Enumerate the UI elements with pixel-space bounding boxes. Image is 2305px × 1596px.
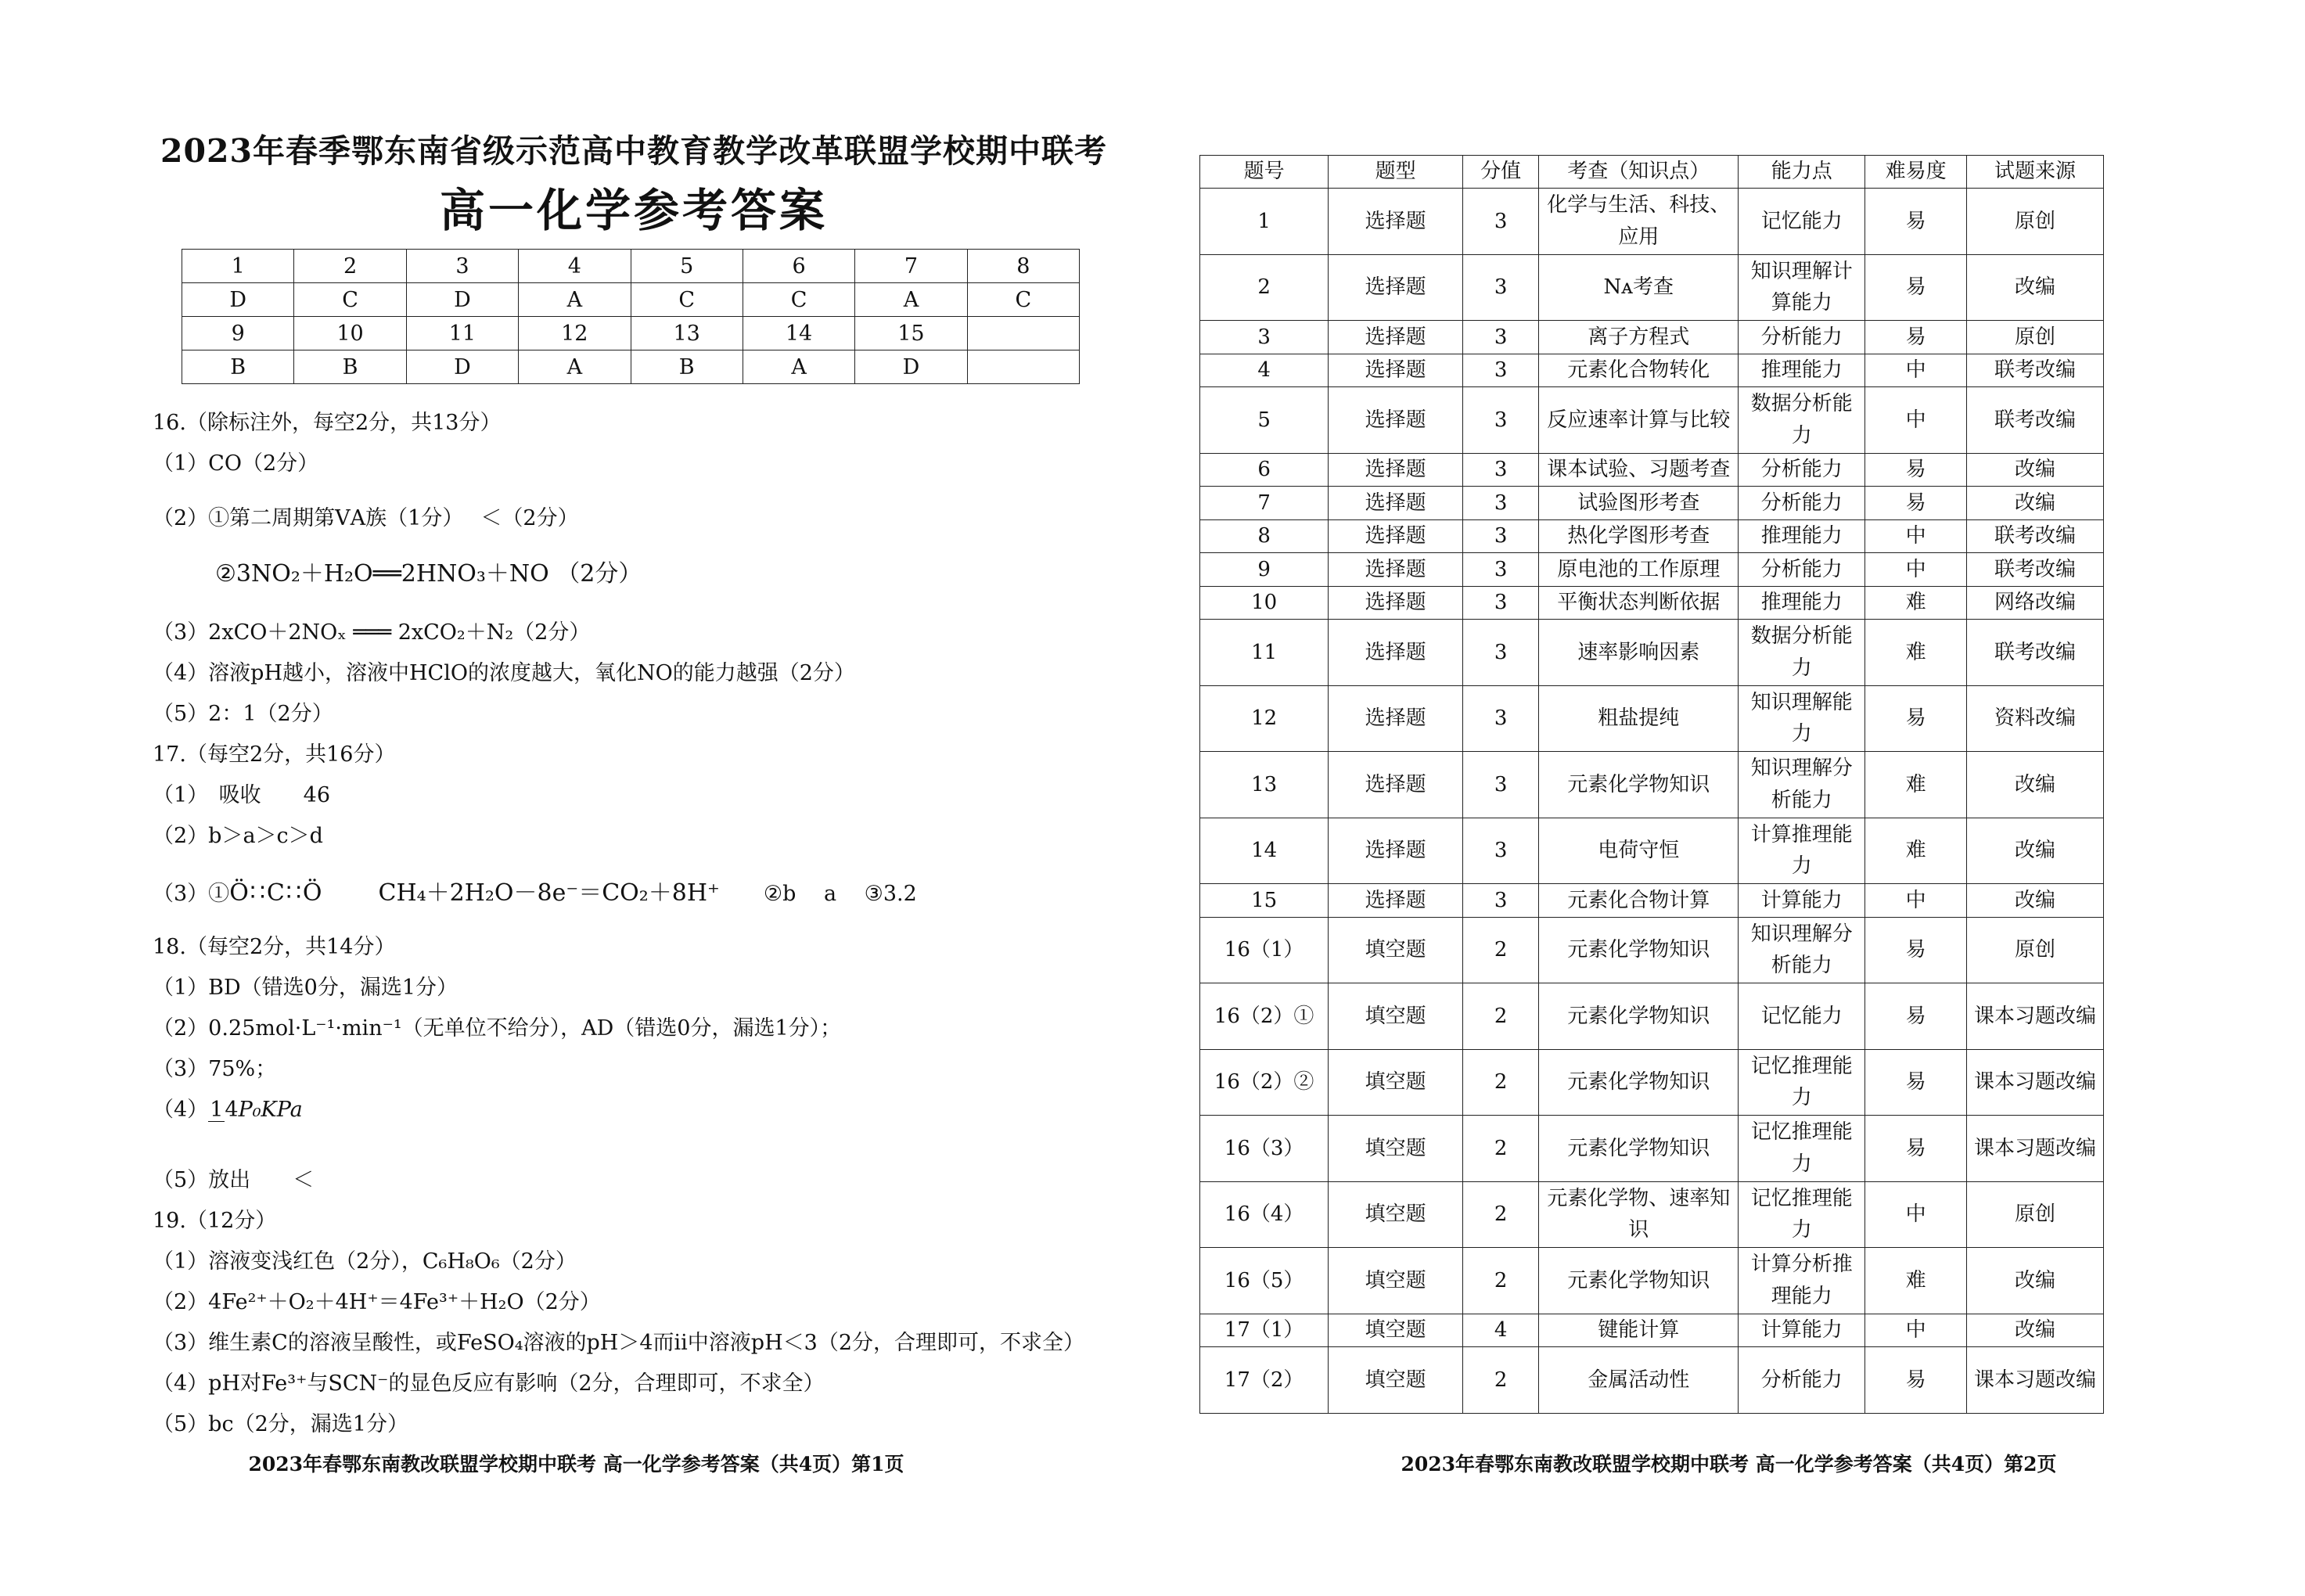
table-row [1200,752,2104,818]
table-cell: 易 [1865,1347,1967,1414]
table-cell: 易 [1865,487,1967,520]
q17-1: （1） 吸收 46 [153,783,331,807]
table-cell: 15 [1200,884,1329,918]
answer-cell: 10 [294,317,406,350]
table-cell: 难 [1865,752,1967,818]
answer-cell: 15 [855,317,967,350]
column-header: 能力点 [1739,156,1865,189]
answer-cell: 14 [743,317,854,350]
table-cell: 反应速率计算与比较 [1539,387,1739,454]
table-cell: 3 [1463,519,1539,553]
table-cell: 改编 [1966,818,2103,884]
table-cell: 3 [1463,321,1539,354]
table-row [1200,254,2104,321]
table-cell: 2 [1463,1116,1539,1182]
table-cell: 元素化学物、速率知识 [1539,1181,1739,1248]
table-cell: 2 [1463,1181,1539,1248]
q18-2: （2）0.25mol·L⁻¹·min⁻¹（无单位不给分），AD（错选0分，漏选1分）； [153,1016,842,1041]
table-row [1200,818,2104,884]
table-cell: 中 [1865,884,1967,918]
table-cell: 改编 [1966,1314,2103,1347]
q17-3 [153,873,917,908]
table-cell: 易 [1865,983,1967,1050]
q16-heading: 16.（除标注外，每空2分，共13分） [153,411,502,435]
table-cell: 16（1） [1200,917,1329,983]
table-cell: 原创 [1966,917,2103,983]
table-cell: 3 [1463,387,1539,454]
table-cell: 数据分析能力 [1739,387,1865,454]
table-cell: 金属活动性 [1539,1347,1739,1414]
table-cell: 记忆推理能力 [1739,1116,1865,1182]
answer-cell: 4 [519,250,631,283]
table-cell: 易 [1865,1116,1967,1182]
answer-cell: D [406,350,518,384]
column-header: 难易度 [1865,156,1967,189]
table-row [1200,354,2104,387]
table-cell: 3 [1463,685,1539,752]
table-cell: 推理能力 [1739,519,1865,553]
table-cell: 12 [1200,685,1329,752]
table-cell: 3 [1463,818,1539,884]
table-cell: 选择题 [1329,487,1463,520]
table-cell: 填空题 [1329,917,1463,983]
table-row [1200,189,2104,255]
table-cell: 3 [1463,553,1539,587]
table-cell: 中 [1865,354,1967,387]
answer-cell: 6 [743,250,854,283]
table-cell: Nᴀ考查 [1539,254,1739,321]
table-cell: 选择题 [1329,685,1463,752]
table-cell: 分析能力 [1739,321,1865,354]
table-cell: 3 [1200,321,1329,354]
table-cell: 联考改编 [1966,387,2103,454]
table-cell: 元素化合物转化 [1539,354,1739,387]
table-header-row [1200,156,2104,189]
table-cell: 选择题 [1329,354,1463,387]
answer-cell: D [182,283,294,317]
answer-cell: 1 [182,250,294,283]
fraction-denominator: 4 [225,1097,239,1122]
table-cell: 中 [1865,519,1967,553]
table-cell: 课本习题改编 [1966,1347,2103,1414]
table-cell: 填空题 [1329,1314,1463,1347]
answer-cell: B [294,350,406,384]
choice-answer-table [182,249,1080,384]
table-row [1200,321,2104,354]
answer-cell: C [743,283,854,317]
answer-cell: A [519,283,631,317]
table-cell: 联考改编 [1966,354,2103,387]
table-cell: 改编 [1966,254,2103,321]
table-row [1200,983,2104,1050]
column-header: 分值 [1463,156,1539,189]
table-cell: 粗盐提纯 [1539,685,1739,752]
q16-1: （1）CO（2分） [153,451,319,476]
table-row [1200,685,2104,752]
q17-3-equation: CH₄＋2H₂O－8e⁻＝CO₂＋8H⁺ [378,879,720,907]
table-cell: 选择题 [1329,752,1463,818]
table-cell: 3 [1463,620,1539,686]
table-cell: 16（3） [1200,1116,1329,1182]
table-cell: 16（2）② [1200,1049,1329,1116]
table-row [1200,917,2104,983]
table-cell: 中 [1865,387,1967,454]
table-cell: 知识理解分析能力 [1739,917,1865,983]
page-footer-1: 2023年春鄂东南教改联盟学校期中联考 高一化学参考答案（共4页）第1页 [248,1453,904,1476]
answer-cell: A [743,350,854,384]
answer-cell: C [294,283,406,317]
table-cell: 联考改编 [1966,553,2103,587]
table-cell: 离子方程式 [1539,321,1739,354]
table-cell: 8 [1200,519,1329,553]
table-cell: 元素化学物知识 [1539,1116,1739,1182]
q18-1: （1）BD（错选0分，漏选1分） [153,976,458,1000]
q18-4-suffix: P₀KPa [238,1098,303,1122]
table-row [1200,586,2104,620]
table-cell: 3 [1463,884,1539,918]
table-cell: 数据分析能力 [1739,620,1865,686]
table-row [1200,1347,2104,1414]
table-cell: 元素化学物知识 [1539,917,1739,983]
answer-cell: 12 [519,317,631,350]
electron-formula: Ö∷C∷Ö [229,879,324,907]
table-cell: 10 [1200,586,1329,620]
table-cell: 16（4） [1200,1181,1329,1248]
q18-3: （3）75%； [153,1057,277,1081]
table-cell: 14 [1200,818,1329,884]
answer-cell [967,317,1079,350]
table-cell: 易 [1865,321,1967,354]
q18-heading: 18.（每空2分，共14分） [153,935,396,959]
answer-cell: B [182,350,294,384]
table-cell: 填空题 [1329,1347,1463,1414]
table-cell: 11 [1200,620,1329,686]
table-cell: 填空题 [1329,1049,1463,1116]
table-cell: 填空题 [1329,1181,1463,1248]
answer-cell: 13 [631,317,743,350]
table-cell: 热化学图形考查 [1539,519,1739,553]
q16-5: （5）2：1（2分） [153,702,333,726]
table-cell: 计算能力 [1739,1314,1865,1347]
page-footer-2: 2023年春鄂东南教改联盟学校期中联考 高一化学参考答案（共4页）第2页 [1401,1453,2057,1476]
q18-4 [153,1092,303,1123]
q17-heading: 17.（每空2分，共16分） [153,742,396,767]
table-cell: 易 [1865,685,1967,752]
q16-2b: ②3NO₂＋H₂O══2HNO₃＋NO （2分） [215,560,642,588]
left-page [0,0,1152,1596]
q19-2: （2）4Fe²⁺＋O₂＋4H⁺＝4Fe³⁺＋H₂O（2分） [153,1290,601,1314]
table-cell: 选择题 [1329,884,1463,918]
q16-3: （3）2xCO＋2NOₓ ═══ 2xCO₂＋N₂（2分） [153,620,591,645]
answer-row [182,317,1080,350]
answer-cell: C [967,283,1079,317]
table-cell: 推理能力 [1739,354,1865,387]
table-cell: 难 [1865,1248,1967,1314]
q17-2: （2）b＞a＞c＞d [153,824,323,848]
table-cell: 分析能力 [1739,487,1865,520]
table-cell: 13 [1200,752,1329,818]
table-cell: 记忆推理能力 [1739,1049,1865,1116]
column-header: 考查（知识点） [1539,156,1739,189]
table-cell: 选择题 [1329,254,1463,321]
table-cell: 电荷守恒 [1539,818,1739,884]
table-cell: 联考改编 [1966,620,2103,686]
table-cell: 3 [1463,586,1539,620]
table-cell: 分析能力 [1739,553,1865,587]
table-cell: 3 [1463,487,1539,520]
q18-4-prefix: （4） [153,1098,209,1122]
table-row [1200,620,2104,686]
table-cell: 分析能力 [1739,1347,1865,1414]
table-cell: 3 [1463,752,1539,818]
table-cell: 知识理解分析能力 [1739,752,1865,818]
table-cell: 4 [1463,1314,1539,1347]
table-cell: 知识理解计算能力 [1739,254,1865,321]
answer-cell: D [855,350,967,384]
q19-5: （5）bc（2分，漏选1分） [153,1412,408,1436]
table-cell: 元素化学物知识 [1539,752,1739,818]
table-cell: 元素化学物知识 [1539,1049,1739,1116]
table-cell: 原电池的工作原理 [1539,553,1739,587]
table-cell: 原创 [1966,189,2103,255]
table-cell: 选择题 [1329,818,1463,884]
table-cell: 键能计算 [1539,1314,1739,1347]
table-cell: 计算能力 [1739,884,1865,918]
table-row [1200,1181,2104,1248]
table-cell: 4 [1200,354,1329,387]
table-row [1200,453,2104,487]
table-cell: 推理能力 [1739,586,1865,620]
table-cell: 易 [1865,1049,1967,1116]
table-cell: 1 [1200,189,1329,255]
table-cell: 记忆能力 [1739,983,1865,1050]
table-cell: 填空题 [1329,983,1463,1050]
table-cell: 中 [1865,553,1967,587]
table-row [1200,553,2104,587]
table-cell: 易 [1865,189,1967,255]
q16-4: （4）溶液pH越小，溶液中HClO的浓度越大，氧化NO的能力越强（2分） [153,661,855,685]
table-cell: 元素化学物知识 [1539,1248,1739,1314]
table-cell: 填空题 [1329,1248,1463,1314]
answer-cell: 2 [294,250,406,283]
table-row [1200,1116,2104,1182]
table-row [1200,1049,2104,1116]
table-cell: 选择题 [1329,189,1463,255]
table-cell: 2 [1463,917,1539,983]
table-cell: 记忆推理能力 [1739,1181,1865,1248]
q19-4: （4）pH对Fe³⁺与SCN⁻的显色反应有影响（2分，合理即可，不求全） [153,1371,825,1396]
q19-3: （3）维生素C的溶液呈酸性，或FeSO₄溶液的pH＞4而ii中溶液pH＜3（2分，合理即可，不求全） [153,1331,1084,1355]
column-header: 题型 [1329,156,1463,189]
answer-cell: B [631,350,743,384]
answer-row [182,250,1080,283]
answer-cell: C [631,283,743,317]
table-row [1200,519,2104,553]
table-cell: 3 [1463,453,1539,487]
q17-3-prefix: （3）① [153,882,230,906]
table-cell: 速率影响因素 [1539,620,1739,686]
table-cell: 选择题 [1329,387,1463,454]
answer-cell: A [519,350,631,384]
table-cell: 改编 [1966,453,2103,487]
fraction [208,1099,238,1122]
answer-cell [967,350,1079,384]
table-cell: 元素化学物知识 [1539,983,1739,1050]
table-cell: 选择题 [1329,586,1463,620]
table-cell: 改编 [1966,1248,2103,1314]
table-cell: 16（5） [1200,1248,1329,1314]
item-analysis-table [1199,155,2104,1414]
table-cell: 难 [1865,620,1967,686]
table-cell: 6 [1200,453,1329,487]
answer-row [182,283,1080,317]
table-cell: 分析能力 [1739,453,1865,487]
q19-heading: 19.（12分） [153,1209,277,1233]
column-header: 试题来源 [1966,156,2103,189]
table-row [1200,387,2104,454]
table-cell: 改编 [1966,487,2103,520]
table-row [1200,1314,2104,1347]
answer-cell: 3 [406,250,518,283]
table-cell: 5 [1200,387,1329,454]
table-cell: 7 [1200,487,1329,520]
answer-title: 高一化学参考答案 [439,184,828,237]
answer-cell: 9 [182,317,294,350]
table-cell: 化学与生活、科技、应用 [1539,189,1739,255]
table-cell: 课本习题改编 [1966,1049,2103,1116]
table-row [1200,487,2104,520]
table-cell: 知识理解能力 [1739,685,1865,752]
table-cell: 17（1） [1200,1314,1329,1347]
answer-cell: 5 [631,250,743,283]
table-cell: 难 [1865,586,1967,620]
table-row [1200,884,2104,918]
column-header: 题号 [1200,156,1329,189]
table-cell: 填空题 [1329,1116,1463,1182]
right-page [1152,0,2305,1596]
answer-row [182,350,1080,384]
q16-2a: （2）①第二周期第ⅤA族（1分） ＜（2分） [153,506,579,530]
table-cell: 选择题 [1329,519,1463,553]
table-cell: 3 [1463,254,1539,321]
q17-3-rest: ②b a ③3.2 [763,882,917,906]
table-cell: 中 [1865,1181,1967,1248]
table-cell: 改编 [1966,752,2103,818]
table-cell: 平衡状态判断依据 [1539,586,1739,620]
table-cell: 2 [1463,1347,1539,1414]
fraction-numerator: 1 [210,1097,224,1122]
table-cell: 易 [1865,453,1967,487]
table-cell: 17（2） [1200,1347,1329,1414]
table-cell: 元素化合物计算 [1539,884,1739,918]
table-cell: 难 [1865,818,1967,884]
answer-cell: A [855,283,967,317]
table-cell: 易 [1865,254,1967,321]
table-cell: 3 [1463,354,1539,387]
table-cell: 联考改编 [1966,519,2103,553]
table-cell: 选择题 [1329,553,1463,587]
table-cell: 9 [1200,553,1329,587]
table-cell: 2 [1463,1248,1539,1314]
table-cell: 资料改编 [1966,685,2103,752]
table-row [1200,1248,2104,1314]
table-cell: 记忆能力 [1739,189,1865,255]
answer-cell: D [406,283,518,317]
table-cell: 2 [1463,983,1539,1050]
table-cell: 计算分析推理能力 [1739,1248,1865,1314]
q19-1: （1）溶液变浅红色（2分），C₆H₈O₆（2分） [153,1249,577,1274]
table-cell: 课本习题改编 [1966,1116,2103,1182]
table-cell: 网络改编 [1966,586,2103,620]
table-cell: 2 [1463,1049,1539,1116]
table-cell: 中 [1865,1314,1967,1347]
table-cell: 选择题 [1329,620,1463,686]
table-cell: 16（2）① [1200,983,1329,1050]
table-cell: 课本习题改编 [1966,983,2103,1050]
table-cell: 3 [1463,189,1539,255]
table-cell: 选择题 [1329,453,1463,487]
table-cell: 易 [1865,917,1967,983]
table-cell: 计算推理能力 [1739,818,1865,884]
table-cell: 课本试验、习题考查 [1539,453,1739,487]
exam-title: 2023年春季鄂东南省级示范高中教育教学改革联盟学校期中联考 [160,132,1108,170]
table-cell: 改编 [1966,884,2103,918]
table-cell: 原创 [1966,1181,2103,1248]
table-cell: 原创 [1966,321,2103,354]
table-cell: 选择题 [1329,321,1463,354]
q18-5: （5）放出 ＜ [153,1168,315,1192]
table-cell: 试验图形考查 [1539,487,1739,520]
answer-cell: 7 [855,250,967,283]
table-cell: 2 [1200,254,1329,321]
answer-cell: 8 [967,250,1079,283]
answer-cell: 11 [406,317,518,350]
